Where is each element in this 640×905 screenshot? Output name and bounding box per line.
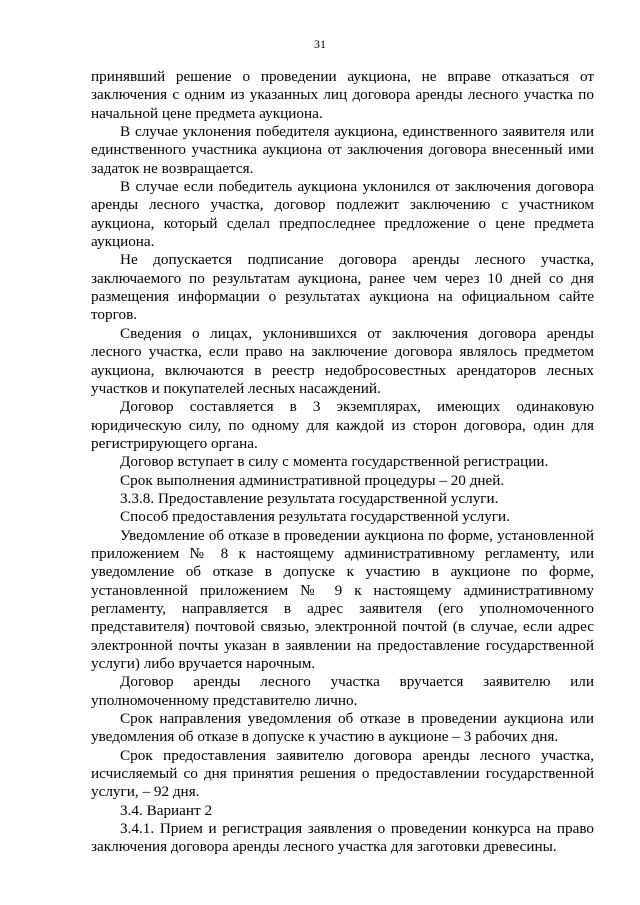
paragraph-delivery-method: Способ предоставления результата государственной услуги. xyxy=(120,508,510,526)
paragraph-procedure-term: Срок выполнения административной процедуры – 20 дней. xyxy=(120,471,505,489)
document-body xyxy=(91,68,594,857)
paragraph-continuation: принявший решение о проведении аукциона, не вправе отказаться от заключения с одним из указанных лиц договора аренды лесного участка по начальной цене предмета аукциона. xyxy=(91,68,594,122)
paragraph-signing-restriction: Не допускается подписание договора аренды лесного участка, заключаемого по результатам аукциона, ранее чем через 10 дней со дня размещения информации о результатах аукциона на официальном сайте торгов. xyxy=(91,251,594,324)
paragraph-contract-copies: Договор составляется в 3 экземплярах, имеющих одинаковую юридическую силу, по одному для каждой из сторон договора, один для регистрирующего органа. xyxy=(91,398,594,452)
paragraph-refusal-notice: Уведомление об отказе в проведении аукциона по форме, установленной приложением № 8 к настоящему административному регламенту, или уведомление об отказе в допуске к участию в аукционе по форме, установленной приложением № 9 к настоящему административному регламенту, направляется в адрес заявителя (его уполномоченного представителя) почтовой связью, электронной почтой (в случае, если адрес электронной почты указан в заявлении на предоставление государственной услуги) либо вручается нарочным. xyxy=(91,526,594,672)
page-number: 31 xyxy=(314,37,326,51)
paragraph-winner-evasion: В случае если победитель аукциона уклонился от заключения договора аренды лесного участка, договор подлежит заключению с участником аукциона, который сделал предпоследнее предложение о цене предмета аукциона. xyxy=(91,178,594,251)
paragraph-deposit-not-returned: В случае уклонения победителя аукциона, единственного заявителя или единственного участника аукциона от заключения договора внесенный ими задаток не возвращается. xyxy=(91,123,594,177)
paragraph-contract-term: Срок предоставления заявителю договора аренды лесного участка, исчисляемый со дня принятия решения о предоставлении государственной услуги, – 92 дня. xyxy=(91,746,594,801)
section-heading-3-3-8: 3.3.8. Предоставление результата государственной услуги. xyxy=(120,489,499,507)
section-heading-3-4: 3.4. Вариант 2 xyxy=(120,801,213,819)
paragraph-contract-handover: Договор аренды лесного участка вручается заявителю или уполномоченному представителю лично. xyxy=(91,673,594,709)
paragraph-notice-term: Срок направления уведомления об отказе в проведении аукциона или уведомления об отказе в допуске к участию в аукционе – 3 рабочих дня. xyxy=(91,710,594,746)
paragraph-3-4-1: 3.4.1. Прием и регистрация заявления о проведении конкурса на право заключения договора аренды лесного участка для заготовки древесины. xyxy=(91,820,594,856)
paragraph-unscrupulous-registry: Сведения о лицах, уклонившихся от заключения договора аренды лесного участка, если право на заключение договора являлось предметом аукциона, включаются в реестр недобросовестных арендаторов лесных участков и покупателей лесных насаждений. xyxy=(91,324,594,397)
paragraph-contract-effective: Договор вступает в силу с момента государственной регистрации. xyxy=(120,453,549,471)
